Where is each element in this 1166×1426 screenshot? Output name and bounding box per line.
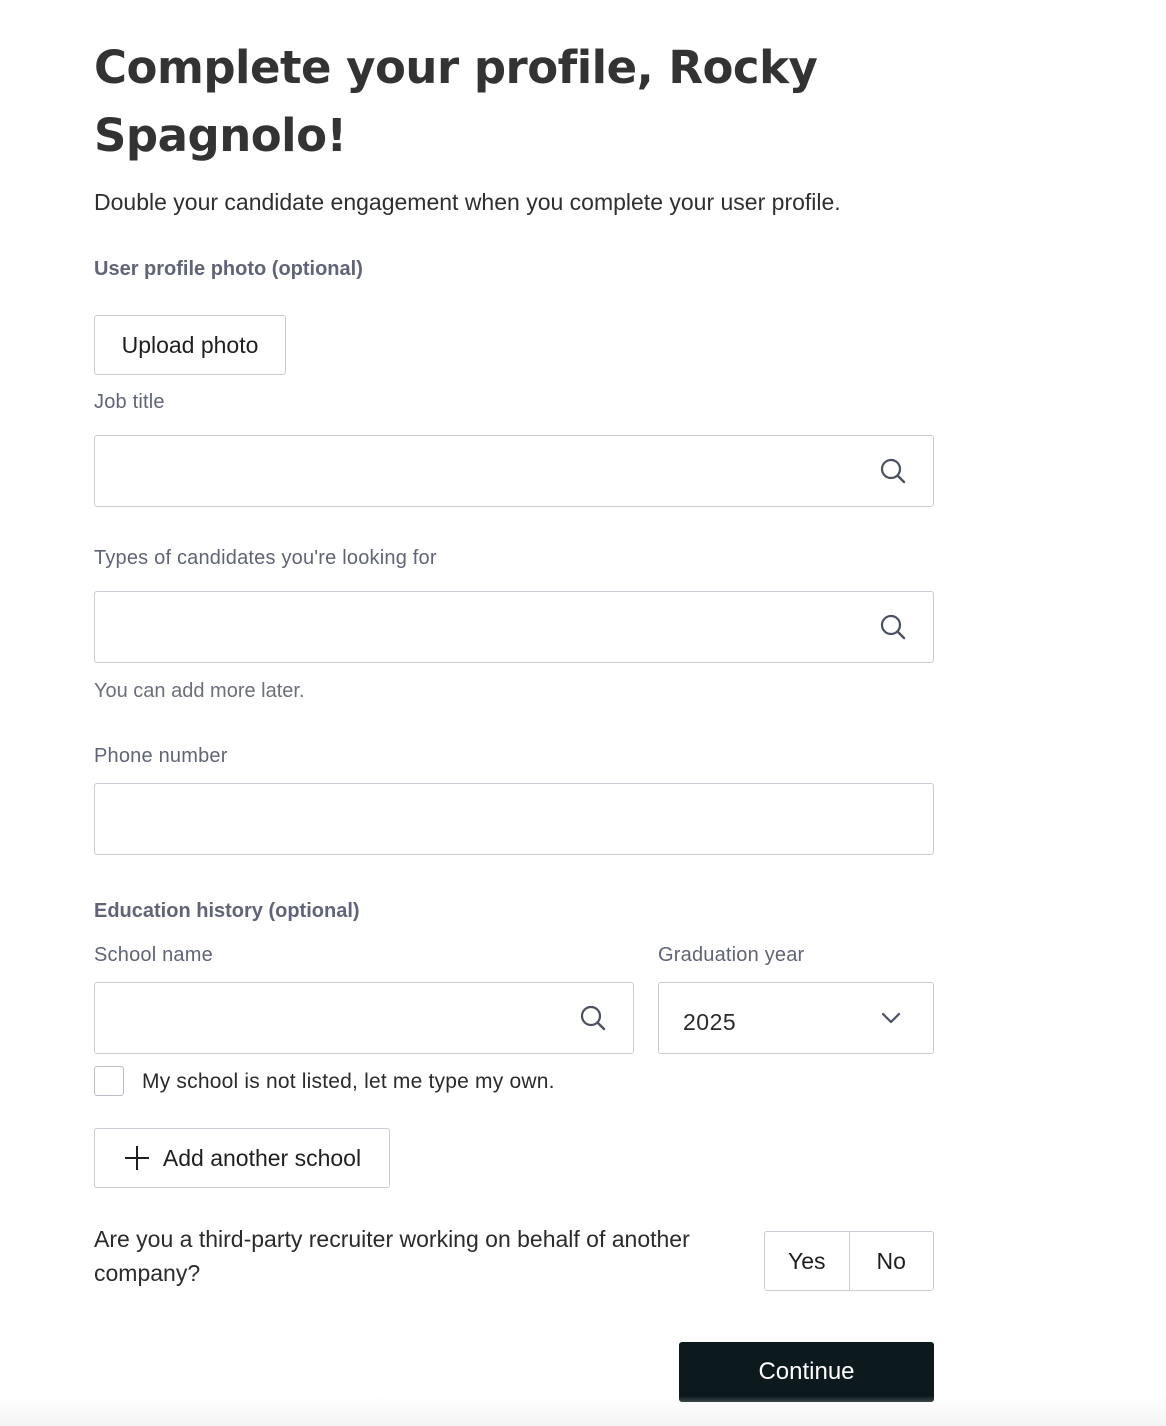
- school-name-field[interactable]: [94, 982, 634, 1054]
- school-name-input[interactable]: [95, 983, 633, 1053]
- no-button[interactable]: No: [849, 1232, 934, 1290]
- job-title-field[interactable]: [94, 435, 934, 507]
- phone-number-label: Phone number: [94, 745, 228, 767]
- graduation-year-select[interactable]: [658, 982, 934, 1054]
- add-another-school-label: Add another school: [162, 1144, 362, 1171]
- search-icon: [879, 613, 907, 641]
- school-name-label: School name: [94, 944, 213, 966]
- education-history-label: Education history (optional): [94, 900, 360, 922]
- page-title: Complete your profile, Rocky Spagnolo!: [94, 41, 818, 162]
- school-not-listed-label[interactable]: My school is not listed, let me type my own.: [142, 1070, 555, 1093]
- job-title-label: Job title: [94, 391, 165, 413]
- chevron-down-icon: [879, 1010, 903, 1026]
- continue-button[interactable]: Continue: [679, 1342, 934, 1402]
- candidate-types-input[interactable]: [95, 592, 933, 662]
- candidate-types-label: Types of candidates you're looking for: [94, 547, 437, 569]
- profile-photo-label: User profile photo (optional): [94, 258, 363, 280]
- graduation-year-label: Graduation year: [658, 944, 805, 966]
- phone-number-input[interactable]: [95, 784, 933, 854]
- page-subtitle: Double your candidate engagement when you complete your user profile.: [94, 189, 841, 215]
- search-icon: [879, 457, 907, 485]
- add-another-school-button[interactable]: [94, 1128, 390, 1188]
- upload-photo-button[interactable]: Upload photo: [94, 315, 286, 375]
- search-icon: [579, 1004, 607, 1032]
- candidate-types-helper: You can add more later.: [94, 680, 305, 702]
- bottom-fade: [0, 1396, 1166, 1426]
- yes-button[interactable]: Yes: [765, 1232, 849, 1290]
- job-title-input[interactable]: [95, 436, 933, 506]
- plus-icon: [123, 1144, 151, 1172]
- phone-number-field[interactable]: [94, 783, 934, 855]
- third-party-recruiter-question: Are you a third-party recruiter working on behalf of another company?: [94, 1226, 690, 1286]
- school-not-listed-checkbox[interactable]: [94, 1066, 124, 1096]
- graduation-year-value: 2025: [683, 1009, 737, 1035]
- candidate-types-field[interactable]: [94, 591, 934, 663]
- third-party-recruiter-toggle: [764, 1231, 934, 1291]
